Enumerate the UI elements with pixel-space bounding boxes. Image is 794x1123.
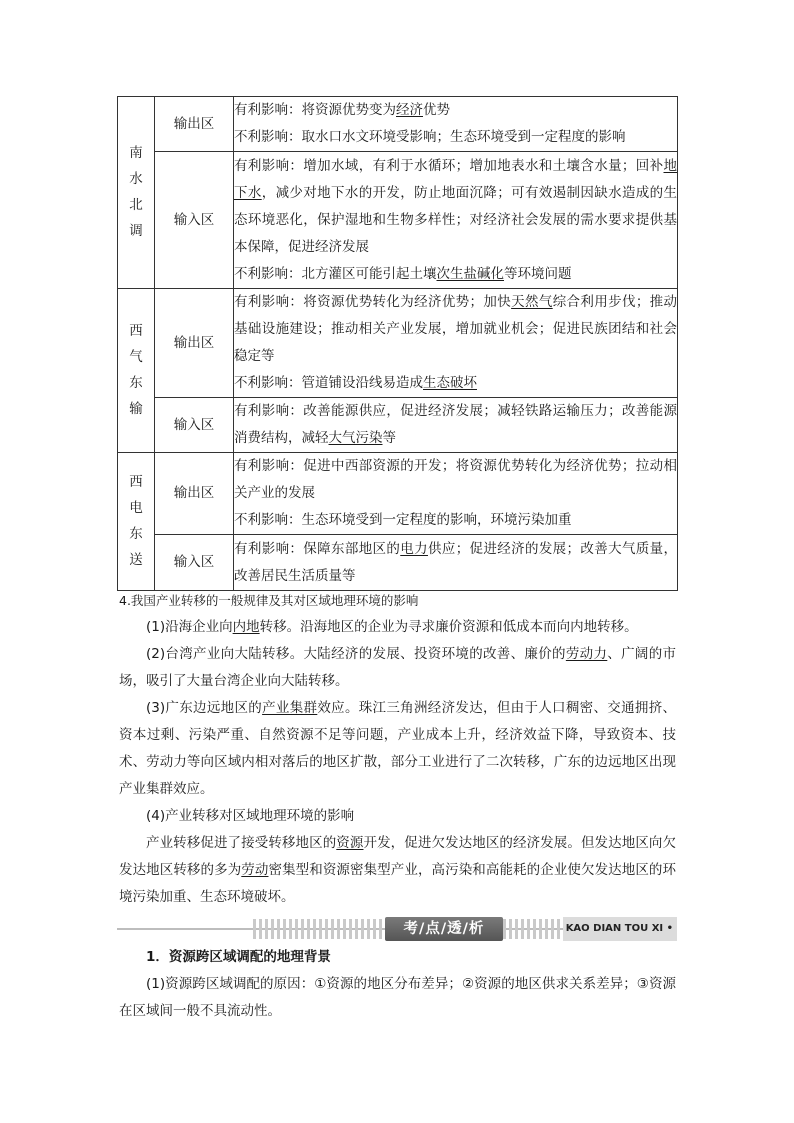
banner-title: 考/点/透/析	[385, 917, 503, 941]
paragraph-impact-body	[119, 830, 676, 911]
underlined-key-term: 资源	[336, 835, 364, 851]
region-cell: 输出区	[155, 453, 234, 535]
text-run: ，减少对地下水的开发，防止地面沉降；可有效遏制因缺水造成的生态环境恶化，保护湿地和生物多样性；对经济社会发展的需水要求提供基本保障，促进经济发展	[234, 184, 678, 255]
impact-line	[234, 398, 677, 452]
impact-line	[234, 153, 677, 261]
impact-line	[234, 289, 677, 370]
text-run: 不利影响：生态环境受到一定程度的影响，环境污染加重	[234, 512, 572, 528]
project-name: 西气东输	[129, 323, 143, 417]
table-row	[118, 289, 678, 398]
underlined-key-term: 次生盐碱化	[436, 265, 504, 282]
impact-cell	[234, 535, 678, 591]
impact-line	[234, 97, 677, 124]
text-run: 有利影响：将资源优势变为	[234, 102, 396, 118]
table-row	[118, 535, 678, 591]
project-name-cell	[118, 453, 155, 591]
table-row	[118, 152, 678, 289]
impact-cell	[234, 152, 678, 289]
impact-line	[234, 453, 677, 507]
text-run: 有利影响：增加水域，有利于水循环；增加地表水和土壤含水量；回补	[234, 157, 664, 174]
text-run: 转移。沿海地区的企业为寻求廉价资源和低成本而向内地转移。	[259, 619, 638, 635]
paragraph-taiwan-shift	[119, 641, 676, 695]
impact-cell	[234, 97, 678, 152]
section-banner	[117, 917, 677, 941]
underlined-key-term: 大气污染	[328, 430, 383, 446]
text-run: 不利影响：北方灌区可能引起土壤	[234, 265, 437, 282]
region-cell: 输入区	[155, 535, 234, 591]
underlined-key-term: 天然气	[511, 294, 553, 310]
text-run: 供应；促进经济的发展；改善大气质量，改善居民生活质量等	[234, 540, 678, 584]
text-run: 有利影响：保障东部地区的	[234, 540, 401, 557]
text-run: 不利影响：管道铺设沿线易造成	[234, 375, 423, 391]
region-cell: 输出区	[155, 289, 234, 398]
text-run: 综合利用步伐；推动基础设施建设；推动相关产业发展，增加就业机会；促进民族团结和社会稳定等	[234, 294, 678, 364]
text-run: 、广阔的市场，吸引了大量台湾企业向大陆转移。	[119, 646, 677, 689]
paragraph-transfer-reasons	[119, 971, 676, 1025]
underlined-key-term: 内地	[232, 619, 260, 635]
banner-dots-right	[503, 919, 563, 939]
section-1-heading: 1．资源跨区域调配的地理背景	[146, 949, 331, 965]
project-name: 南水北调	[129, 145, 143, 239]
text-run: 开发，促进欠发达地区的经济发展。但发达地区向欠发达地区转移的多为	[119, 835, 677, 878]
project-name-cell	[118, 97, 155, 289]
text-run: 效应。珠江三角洲经济发达，但由于人口稠密、交通拥挤、资本过剩、污染严重、自然资源不足等问题，产业成本上升，经济效益下降，导致资本、技术、劳动力等向区域内相对落后的地区扩散，部分工业进行了二次转移，广东的边远地区出现产业集群效应。	[119, 700, 677, 797]
impact-line	[234, 124, 677, 151]
underlined-key-term: 电力	[400, 540, 428, 557]
impact-line	[234, 536, 677, 590]
region-cell: 输入区	[155, 152, 234, 289]
underlined-key-term: 产业集群	[262, 700, 318, 716]
banner-dots-left	[253, 919, 385, 939]
text-run: (2)台湾产业向大陆转移。大陆经济的发展、投资环境的改善、廉价的	[146, 646, 566, 662]
resource-transfer-table	[117, 96, 678, 591]
section-4-heading: 4.我国产业转移的一般规律及其对区域地理环境的影响	[119, 593, 419, 608]
project-name: 西电东送	[129, 474, 143, 568]
paragraph-coastal-shift	[119, 614, 676, 641]
impact-line	[234, 507, 677, 534]
text-run: (3)广东边远地区的	[146, 700, 263, 716]
table-row	[118, 453, 678, 535]
text-run: 不利影响：取水口水文环境受影响；生态环境受到一定程度的影响	[234, 129, 626, 145]
underlined-key-term: 劳动力	[565, 646, 608, 662]
text-run: 有利影响：将资源优势转化为经济优势；加快	[234, 294, 512, 310]
text-run: (1)资源跨区域调配的原因：①资源的地区分布差异；②资源的地区供求关系差异；③资源在区域间一般不具流动性。	[119, 976, 676, 1019]
text-run: 等环境问题	[504, 265, 572, 282]
region-cell: 输出区	[155, 97, 234, 152]
text-run: 优势	[423, 102, 450, 118]
underlined-key-term: 劳动	[241, 862, 269, 878]
text-run: 等	[382, 430, 396, 446]
text-run: 有利影响：促进中西部资源的开发；将资源优势转化为经济优势；拉动相关产业的发展	[234, 458, 677, 501]
impact-cell	[234, 398, 678, 453]
underlined-key-term: 生态破坏	[423, 375, 477, 391]
text-run: 密集型和资源密集型产业，高污染和高能耗的企业使欠发达地区的环境污染加重、生态环境破坏。	[119, 862, 677, 905]
impact-cell	[234, 289, 678, 398]
paragraph-impact-heading	[119, 803, 676, 830]
impact-line	[234, 261, 677, 288]
impact-line	[234, 370, 677, 397]
underlined-key-term: 地下水	[234, 157, 677, 201]
region-cell: 输入区	[155, 398, 234, 453]
table-row	[118, 398, 678, 453]
table-row	[118, 97, 678, 152]
banner-english: KAO DIAN TOU XI •	[563, 917, 677, 941]
impact-cell	[234, 453, 678, 535]
text-run: 产业转移促进了接受转移地区的	[146, 835, 337, 851]
project-name-cell	[118, 289, 155, 453]
underlined-key-term: 经济	[396, 102, 423, 118]
text-run: 有利影响：改善能源供应，促进经济发展；减轻铁路运输压力；改善能源消费结构，减轻	[234, 403, 677, 446]
text-run: (4)产业转移对区域地理环境的影响	[146, 808, 355, 824]
paragraph-guangdong-cluster	[119, 695, 676, 803]
text-run: (1)沿海企业向	[146, 619, 233, 635]
